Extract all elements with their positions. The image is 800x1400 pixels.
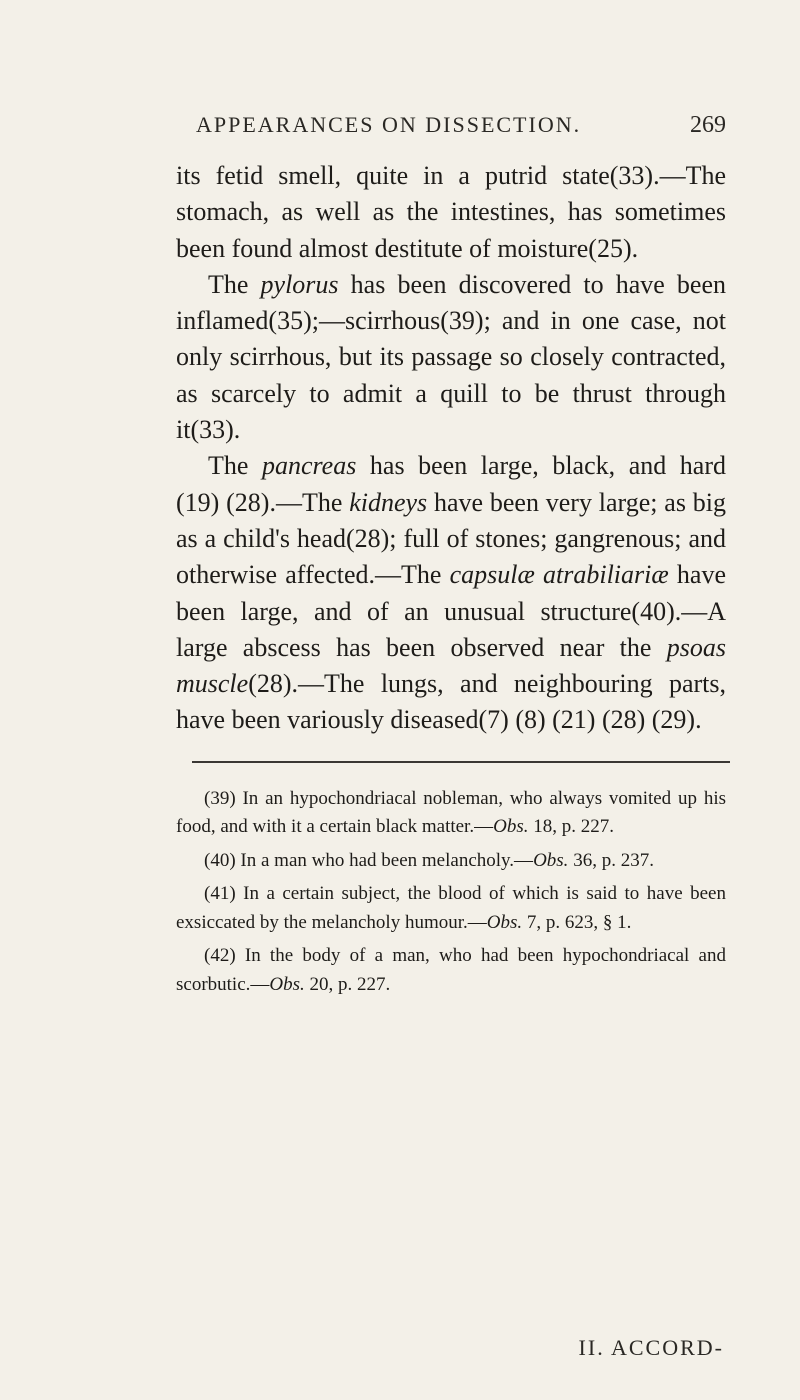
footnote-tail: 36, p. 237. — [568, 849, 654, 871]
paragraph-pancreas-text-4: have been large, and of an unusual structure(40).—A large abscess has been observed near the — [176, 560, 726, 662]
footnote-text: (39) In an hypochondriacal nobleman, who always vomited up his food, and with it a certain black matter.— — [176, 787, 726, 838]
footnote-42 — [176, 942, 726, 999]
footnote-text: (41) In a certain subject, the blood of which is said to have been exsiccated by the melancholy humour.— — [176, 883, 726, 933]
footnote-ref: Obs. — [486, 911, 523, 933]
paragraph-pancreas-text-5: (28).—The lungs, and neighbouring parts, have been variously diseased(7) (8) (21) (28) (29). — [176, 669, 726, 735]
page-number: 269 — [690, 112, 726, 138]
footnote-40 — [176, 847, 726, 876]
footnote-ref: Obs. — [493, 816, 529, 838]
paragraph-stomach — [176, 158, 726, 267]
running-title: APPEARANCES ON DISSECTION. — [196, 112, 582, 137]
footnote-divider — [192, 761, 730, 763]
footnote-39 — [176, 785, 726, 842]
footnote-tail: 7, p. 623, § 1. — [522, 911, 632, 933]
footnote-ref: Obs. — [533, 849, 569, 871]
footnote-ref: Obs. — [269, 973, 305, 995]
footnote-tail: 20, p. 227. — [304, 973, 391, 995]
footnote-41 — [176, 880, 726, 937]
body-text — [176, 158, 726, 739]
paragraph-pylorus-text-2: has been discovered to have been inflamed(35);—scirrhous(39); and in one case, not only scirrhous, but its passage so closely contracted, as scarcely to admit a quill to be thrust through it(33). — [176, 269, 726, 445]
footnote-tail: 18, p. 227. — [528, 816, 614, 838]
term-psoas-muscle: psoas muscle — [176, 632, 726, 699]
term-kidneys: kidneys — [349, 487, 428, 517]
footnote-text: (42) In the body of a man, who had been hypochondriacal and scorbutic.— — [176, 945, 726, 995]
running-head — [176, 112, 726, 146]
footnotes — [176, 785, 726, 1000]
paragraph-pancreas-text-3: have been very large; as big as a child's head(28); full of stones; gangrenous; and otherwise affected.—The — [176, 487, 726, 590]
term-pylorus: pylorus — [260, 269, 339, 299]
paragraph-pylorus — [176, 267, 726, 448]
paragraph-pylorus-text-1: The — [208, 269, 261, 299]
book-page — [176, 112, 726, 1004]
paragraph-stomach-text: its fetid smell, quite in a putrid state(33).—The stomach, as well as the intestines, has sometimes been found almost destitute of moisture(25). — [176, 161, 726, 263]
paragraph-pancreas-text-2: has been large, black, and hard (19) (28).—The — [176, 451, 726, 517]
footnote-text: (40) In a man who had been melancholy.— — [204, 849, 534, 871]
paragraph-pancreas — [176, 448, 726, 738]
term-capsulae: capsulæ atrabiliariæ — [449, 560, 669, 590]
paragraph-pancreas-text-1: The — [208, 451, 262, 481]
term-pancreas: pancreas — [261, 451, 357, 481]
catchword: II. ACCORD- — [578, 1335, 724, 1360]
